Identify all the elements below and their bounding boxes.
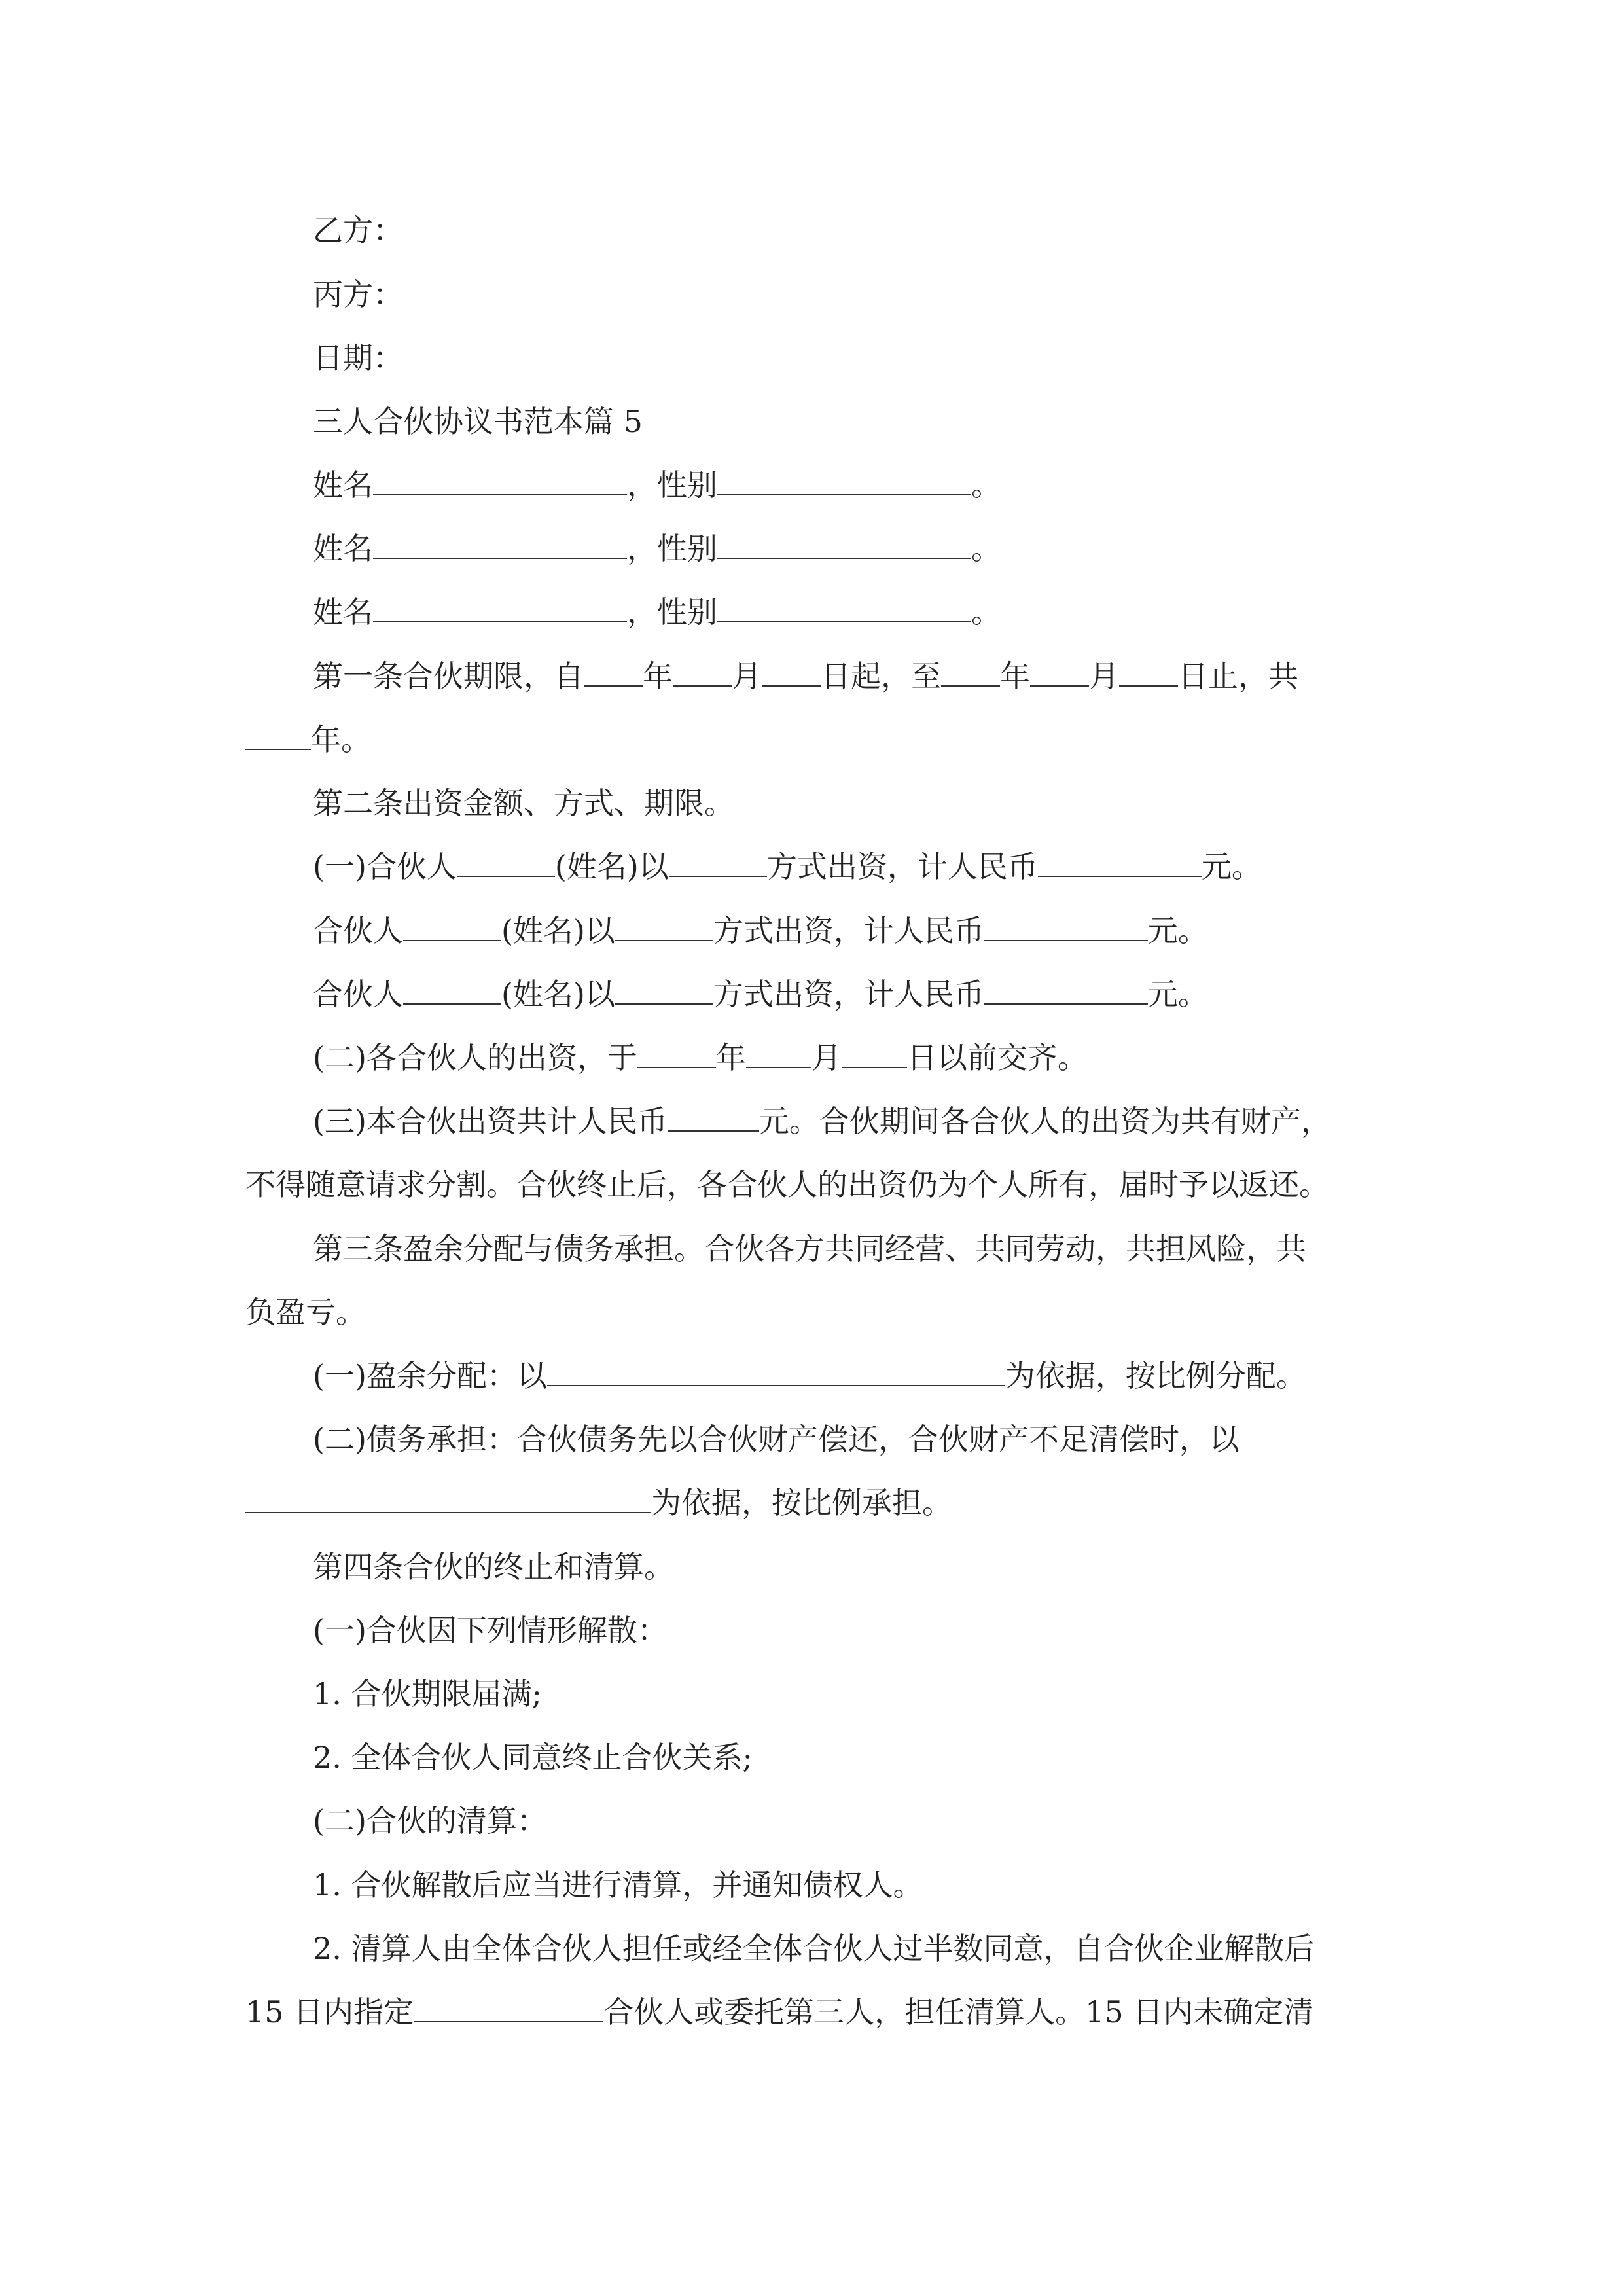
liquidation-item-2-cont: 15 日内指定 合伙人或委托第三人，担任清算人。15 日内未确定清	[245, 1992, 1313, 2032]
end-day-blank[interactable]	[1119, 656, 1178, 687]
article-3-line-cont: 负盈亏。	[245, 1295, 366, 1330]
partner-name-blank[interactable]	[457, 847, 555, 877]
method-blank[interactable]	[615, 975, 713, 1005]
end-year-blank[interactable]	[941, 656, 1000, 687]
method-blank[interactable]	[615, 911, 713, 941]
debt-bearing-line: (二)债务承担：合伙债务先以合伙财产偿还，合伙财产不足清偿时，以	[313, 1422, 1240, 1457]
name-gender-line-2: 姓名 ，性别 。	[313, 529, 1001, 568]
name-blank[interactable]	[373, 529, 627, 559]
name-blank[interactable]	[373, 465, 627, 495]
contribution-line-1: (一)合伙人 (姓名)以 方式出资，计人民币 元。	[313, 847, 1262, 886]
method-blank[interactable]	[669, 847, 767, 877]
contribution-line-2: 合伙人 (姓名)以 方式出资，计人民币 元。	[313, 911, 1208, 950]
deadline-year-blank[interactable]	[637, 1038, 716, 1068]
article-4-heading: 第四条合伙的终止和清算。	[313, 1549, 674, 1585]
debt-basis-blank[interactable]	[245, 1483, 651, 1513]
end-month-blank[interactable]	[1030, 656, 1089, 687]
total-contribution-line: (三)本合伙出资共计人民币 元。合伙期间各合伙人的出资为共有财产，	[313, 1102, 1331, 1141]
dissolution-item-2: 2. 全体合伙人同意终止合伙关系;	[313, 1740, 753, 1775]
profit-distribution-line: (一)盈余分配：以 为依据，按比例分配。	[313, 1356, 1306, 1395]
profit-basis-blank[interactable]	[547, 1356, 1005, 1386]
liquidator-blank[interactable]	[414, 1992, 603, 2022]
date-line: 日期：	[313, 340, 403, 376]
name-gender-line-1: 姓名 ，性别 。	[313, 465, 1001, 505]
gender-blank[interactable]	[717, 465, 971, 495]
debt-bearing-line-cont: 为依据，按比例承担。	[245, 1483, 952, 1522]
party-c-line: 丙方：	[313, 277, 403, 312]
amount-blank[interactable]	[1038, 847, 1202, 877]
article-1-line-cont: 年。	[245, 720, 371, 759]
partner-name-blank[interactable]	[403, 975, 501, 1005]
gender-blank[interactable]	[717, 529, 971, 559]
liquidation-item-1: 1. 合伙解散后应当进行清算，并通知债权人。	[313, 1867, 923, 1903]
contribution-deadline-line: (二)各合伙人的出资，于 年 月 日以前交齐。	[313, 1038, 1088, 1077]
total-contribution-line-cont: 不得随意请求分割。合伙终止后，各合伙人的出资仍为个人所有，届时予以返还。	[245, 1167, 1329, 1202]
article-1-line: 第一条合伙期限，自 年 月 日起，至 年 月 日止，共	[313, 656, 1298, 696]
gender-blank[interactable]	[717, 592, 971, 622]
name-blank[interactable]	[373, 592, 627, 622]
total-years-blank[interactable]	[245, 720, 311, 750]
article-3-line: 第三条盈余分配与债务承担。合伙各方共同经营、共同劳动，共担风险，共	[313, 1231, 1306, 1266]
start-day-blank[interactable]	[762, 656, 821, 687]
dissolution-heading: (一)合伙因下列情形解散：	[313, 1613, 668, 1648]
party-b-line: 乙方：	[313, 213, 403, 248]
partner-name-blank[interactable]	[403, 911, 501, 941]
deadline-month-blank[interactable]	[746, 1038, 812, 1068]
total-amount-blank[interactable]	[668, 1102, 759, 1132]
amount-blank[interactable]	[984, 975, 1148, 1005]
contribution-line-3: 合伙人 (姓名)以 方式出资，计人民币 元。	[313, 975, 1208, 1014]
article-2-heading: 第二条出资金额、方式、期限。	[313, 785, 734, 821]
liquidation-heading: (二)合伙的清算：	[313, 1803, 547, 1839]
amount-blank[interactable]	[984, 911, 1148, 941]
section-title: 三人合伙协议书范本篇 5	[313, 404, 643, 439]
liquidation-item-2: 2. 清算人由全体合伙人担任或经全体合伙人过半数同意，自合伙企业解散后	[313, 1931, 1315, 1966]
dissolution-item-1: 1. 合伙期限届满;	[313, 1676, 543, 1712]
start-month-blank[interactable]	[673, 656, 732, 687]
name-gender-line-3: 姓名 ，性别 。	[313, 592, 1001, 632]
deadline-day-blank[interactable]	[842, 1038, 907, 1068]
start-year-blank[interactable]	[584, 656, 643, 687]
